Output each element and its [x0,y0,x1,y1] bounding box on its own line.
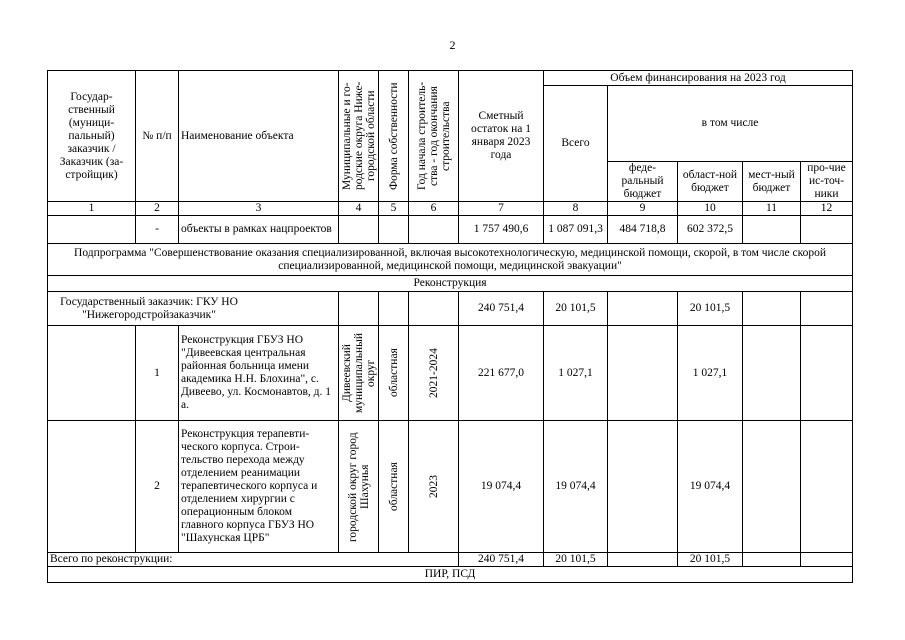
header-customer: Государ-ственный (муници-пальный) заказчик / Заказчик (за-стройщик) [48,71,136,202]
regional-value: 19 074,4 [678,421,743,553]
header-number: № п/п [136,71,179,202]
total-value: 19 074,4 [544,421,608,553]
ownership: областная [379,326,409,421]
col-number: 6 [409,202,459,216]
header-ownership: Форма собственности [379,71,409,202]
header-row-1 [48,71,853,86]
column-numbers-row [48,202,853,216]
header-object-name: Наименование объекта [179,71,339,202]
col-number: 3 [179,202,339,216]
col-number: 4 [339,202,379,216]
section-pir: ПИР, ПСД [48,567,853,583]
header-municipality: Муниципальные и го-родские округа Ниже-городской области [339,71,379,202]
header-funding-group: Объем финансирования на 2023 год [544,71,853,86]
customer-row [48,292,853,326]
header-regional: област-ной бюджет [678,162,743,202]
header-federal: феде-ральный бюджет [608,162,678,202]
col-number: 1 [48,202,136,216]
col-number: 2 [136,202,179,216]
estimate-value: 1 757 490,6 [459,216,544,244]
ownership: областная [379,421,409,553]
col-number: 7 [459,202,544,216]
header-local: мест-ный бюджет [743,162,801,202]
subprogram-title: Подпрограмма "Совершенствование оказания специализированной, включая высокотехнологическую, медицинской помощи, скорой, в том числе скорой специализированной, медицинской помощи, медицинской эвакуации" [48,244,853,276]
object-name: Реконструкция терапевти-ческого корпуса. Строи-тельство перехода между отделением реанимации терапевтического корпуса и отделением хирургии с операционным блоком главного корпуса ГБУЗ НО "Шахунская ЦРБ" [179,421,339,553]
financing-table [47,70,853,583]
header-total: Всего [544,86,608,202]
section-reconstruction: Реконструкция [48,276,853,292]
page-number: 2 [449,38,456,52]
regional-value: 20 101,5 [678,553,743,567]
col-number: 11 [743,202,801,216]
total-row [48,553,853,567]
estimate-value: 19 074,4 [459,421,544,553]
regional-value: 1 027,1 [678,326,743,421]
section-row [48,276,853,292]
col-number: 9 [608,202,678,216]
estimate-value: 221 677,0 [459,326,544,421]
municipality: городской округ город Шахунья [339,421,379,553]
header-estimate: Сметный остаток на 1 января 2023 года [459,71,544,202]
object-name: Реконструкция ГБУЗ НО "Дивеевская центральная районная больница имени академика Н.Н. Блохина", с. Дивеево, ул. Космонавтов, д. 1 а. [179,326,339,421]
header-other: про-чие ис-точ-ники [801,162,853,202]
row-number: 2 [136,421,179,553]
table-row [48,216,853,244]
years: 2021-2024 [409,326,459,421]
estimate-value: 240 751,4 [459,553,544,567]
total-value: 1 027,1 [544,326,608,421]
years: 2023 [409,421,459,553]
table-row [48,326,853,421]
object-name: объекты в рамках нацпроектов [179,216,339,244]
section-row [48,567,853,583]
table-row [48,421,853,553]
subprogram-row [48,244,853,276]
row-number: 1 [136,326,179,421]
row-number: - [136,216,179,244]
federal-value: 484 718,8 [608,216,678,244]
estimate-value: 240 751,4 [459,292,544,326]
col-number: 12 [801,202,853,216]
col-number: 10 [678,202,743,216]
total-value: 1 087 091,3 [544,216,608,244]
total-value: 20 101,5 [544,553,608,567]
regional-value: 602 372,5 [678,216,743,244]
col-number: 5 [379,202,409,216]
header-years: Год начала строитель-ства - год окончания строительства [409,71,459,202]
total-label: Всего по реконструкции: [48,553,459,567]
regional-value: 20 101,5 [678,292,743,326]
customer-label: Государственный заказчик: ГКУ НО "Нижегородстройзаказчик" [48,292,339,326]
col-number: 8 [544,202,608,216]
municipality: Дивеевский муниципальный округ [339,326,379,421]
header-including: в том числе [608,86,853,162]
total-value: 20 101,5 [544,292,608,326]
